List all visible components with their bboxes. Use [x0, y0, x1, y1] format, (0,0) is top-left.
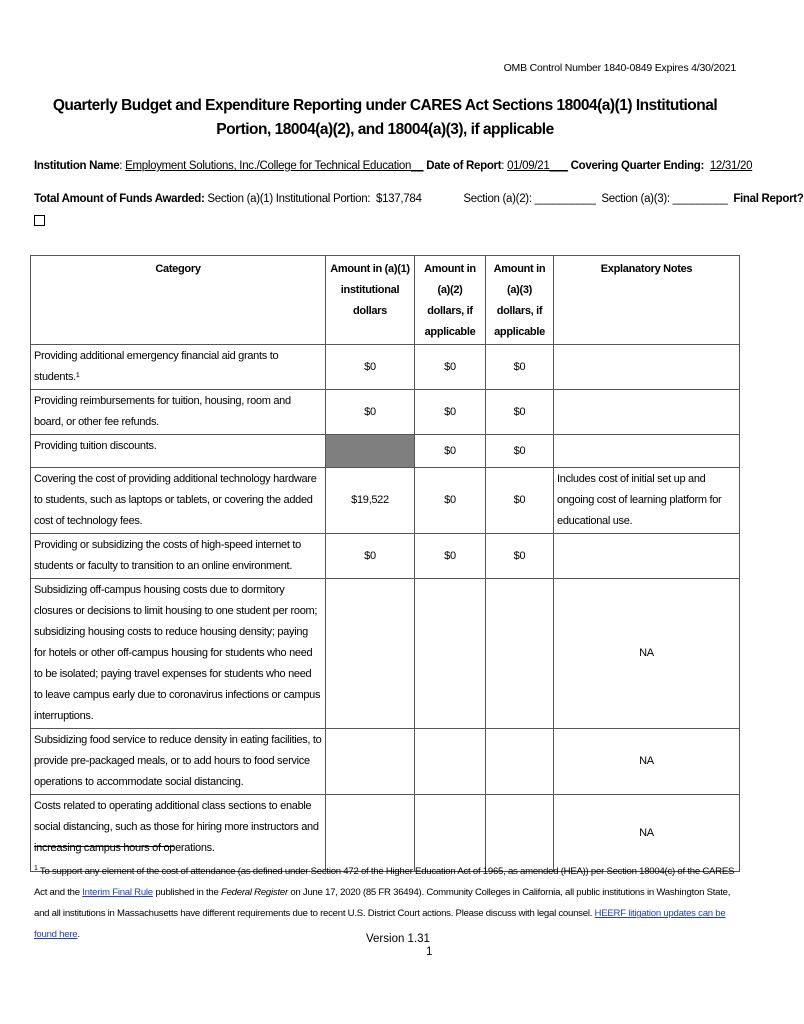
- quarter-ending-value: 12/31/20: [709, 160, 753, 172]
- institution-name-label: Institution Name: [34, 160, 120, 172]
- federal-register-text: Federal Register: [220, 887, 288, 899]
- row-amount-a3: [486, 579, 554, 729]
- footnote-text-3: on June 17, 2020 (85 FR 36494). Community Colleges in California, all public institutions in Washington State, and all institutions in Massachusetts have different requirements due to recent U.S. District Court actions. Please discuss with legal counsel.: [34, 887, 731, 920]
- row-amount-a3: $0: [486, 345, 554, 390]
- row-category: Subsidizing off-campus housing costs due to dormitory closures or decisions to limit housing to one student per room; subsidizing housing costs to reduce housing density; paying for hotels or other off-campus housing for students who need to be isolated; paying travel expenses for students who need to leave campus early due to coronavirus infections or campus interruptions.: [31, 579, 326, 729]
- row-notes: Includes cost of initial set up and ongoing cost of learning platform for educational use.: [554, 468, 740, 534]
- table-row: [31, 729, 740, 795]
- table-row: [31, 435, 740, 468]
- header-amount-a1: Amount in (a)(1) institutional dollars: [326, 256, 415, 345]
- row-amount-a2: $0: [415, 345, 486, 390]
- row-category: Providing reimbursements for tuition, housing, room and board, or other fee refunds.: [31, 390, 326, 435]
- row-amount-a1: $19,522: [326, 468, 415, 534]
- footnote-marker: 1: [34, 865, 38, 872]
- footnote-end: .: [77, 929, 80, 941]
- budget-table: [30, 255, 740, 872]
- row-amount-a3: $0: [486, 390, 554, 435]
- funds-a3-text: Section (a)(3): _________: [601, 193, 728, 205]
- row-amount-a3: $0: [486, 435, 554, 468]
- funds-label: Total Amount of Funds Awarded:: [34, 193, 205, 205]
- institution-name-value: Employment Solutions, Inc./College for Technical Education: [125, 160, 412, 172]
- row-amount-a1: $0: [326, 345, 415, 390]
- row-amount-a2: [415, 729, 486, 795]
- row-category: Covering the cost of providing additional technology hardware to students, such as laptops or tablets, or covering the added cost of technology fees.: [31, 468, 326, 534]
- table-row: [31, 534, 740, 579]
- row-amount-a2: $0: [415, 468, 486, 534]
- quarter-ending-label: Covering Quarter Ending:: [570, 160, 705, 172]
- omb-control-number: OMB Control Number 1840-0849 Expires 4/30/2021: [503, 62, 736, 74]
- interim-final-rule-link[interactable]: Interim Final Rule: [82, 887, 153, 899]
- row-amount-a3: [486, 729, 554, 795]
- row-amount-a1: $0: [326, 390, 415, 435]
- header-category: Category: [31, 256, 326, 345]
- funds-line: [34, 193, 804, 205]
- table-row: [31, 345, 740, 390]
- funds-a2-text: Section (a)(2): __________: [463, 193, 596, 205]
- row-amount-a2: $0: [415, 534, 486, 579]
- institution-line: Institution Name: Employment Solutions, Inc./College for Technical Education__ Date of Report: 01/09/21___ Covering Quarter Ending: 12/31/20: [34, 160, 753, 172]
- funds-a1-text: Section (a)(1) Institutional Portion:: [207, 193, 371, 205]
- row-notes: [554, 534, 740, 579]
- row-category: Subsidizing food service to reduce density in eating facilities, to provide pre-packaged meals, or to add hours to food service operations to accommodate social distancing.: [31, 729, 326, 795]
- footnote-text-2: published in the: [155, 887, 219, 899]
- row-category: Providing tuition discounts.: [31, 435, 326, 468]
- row-notes: NA: [554, 579, 740, 729]
- final-report-label: Final Report?: [733, 193, 804, 205]
- row-notes: NA: [554, 729, 740, 795]
- row-amount-a1: [326, 729, 415, 795]
- table-row: [31, 390, 740, 435]
- row-amount-a3: $0: [486, 534, 554, 579]
- row-notes: [554, 435, 740, 468]
- date-of-report-label: Date of Report: [426, 160, 502, 172]
- final-report-checkbox[interactable]: [34, 215, 45, 226]
- row-amount-a3: $0: [486, 468, 554, 534]
- header-notes: Explanatory Notes: [554, 256, 740, 345]
- footnote-text-1: To support any element of the cost of attendance (as defined under Section 472 of the Higher Education Act of 1965, as amended (HEA)) per Section 18004(c) of the CARES Act and the: [34, 866, 735, 899]
- date-of-report-value: 01/09/21: [507, 160, 550, 172]
- heerf-litigation-link[interactable]: HEERF litigation updates can be found here: [34, 908, 726, 941]
- header-amount-a3: Amount in (a)(3) dollars, if applicable: [486, 256, 554, 345]
- row-amount-a1: $0: [326, 534, 415, 579]
- row-category: Costs related to operating additional class sections to enable social distancing, such as those for hiring more instructors and increasing campus hours of operations.: [31, 795, 326, 872]
- document-title: Quarterly Budget and Expenditure Reporting under CARES Act Sections 18004(a)(1) Institutional Portion, 18004(a)(2), and 18004(a)(3), if applicable: [52, 97, 718, 138]
- header-amount-a2: Amount in (a)(2) dollars, if applicable: [415, 256, 486, 345]
- row-amount-a2: [415, 579, 486, 729]
- table-row: [31, 579, 740, 729]
- row-amount-a1-shaded: [326, 435, 415, 468]
- row-category: Providing additional emergency financial aid grants to students.¹: [31, 345, 326, 390]
- row-category: Providing or subsidizing the costs of high-speed internet to students or faculty to transition to an online environment.: [31, 534, 326, 579]
- row-notes: NA: [554, 795, 740, 872]
- row-notes: [554, 345, 740, 390]
- table-row: [31, 468, 740, 534]
- footnote-divider: [34, 846, 174, 847]
- version-label: Version 1.31: [366, 933, 430, 945]
- funds-a1-value: $137,784: [375, 193, 422, 205]
- row-amount-a1: [326, 579, 415, 729]
- row-amount-a2: $0: [415, 435, 486, 468]
- page-number: 1: [426, 946, 433, 958]
- row-amount-a2: $0: [415, 390, 486, 435]
- row-notes: [554, 390, 740, 435]
